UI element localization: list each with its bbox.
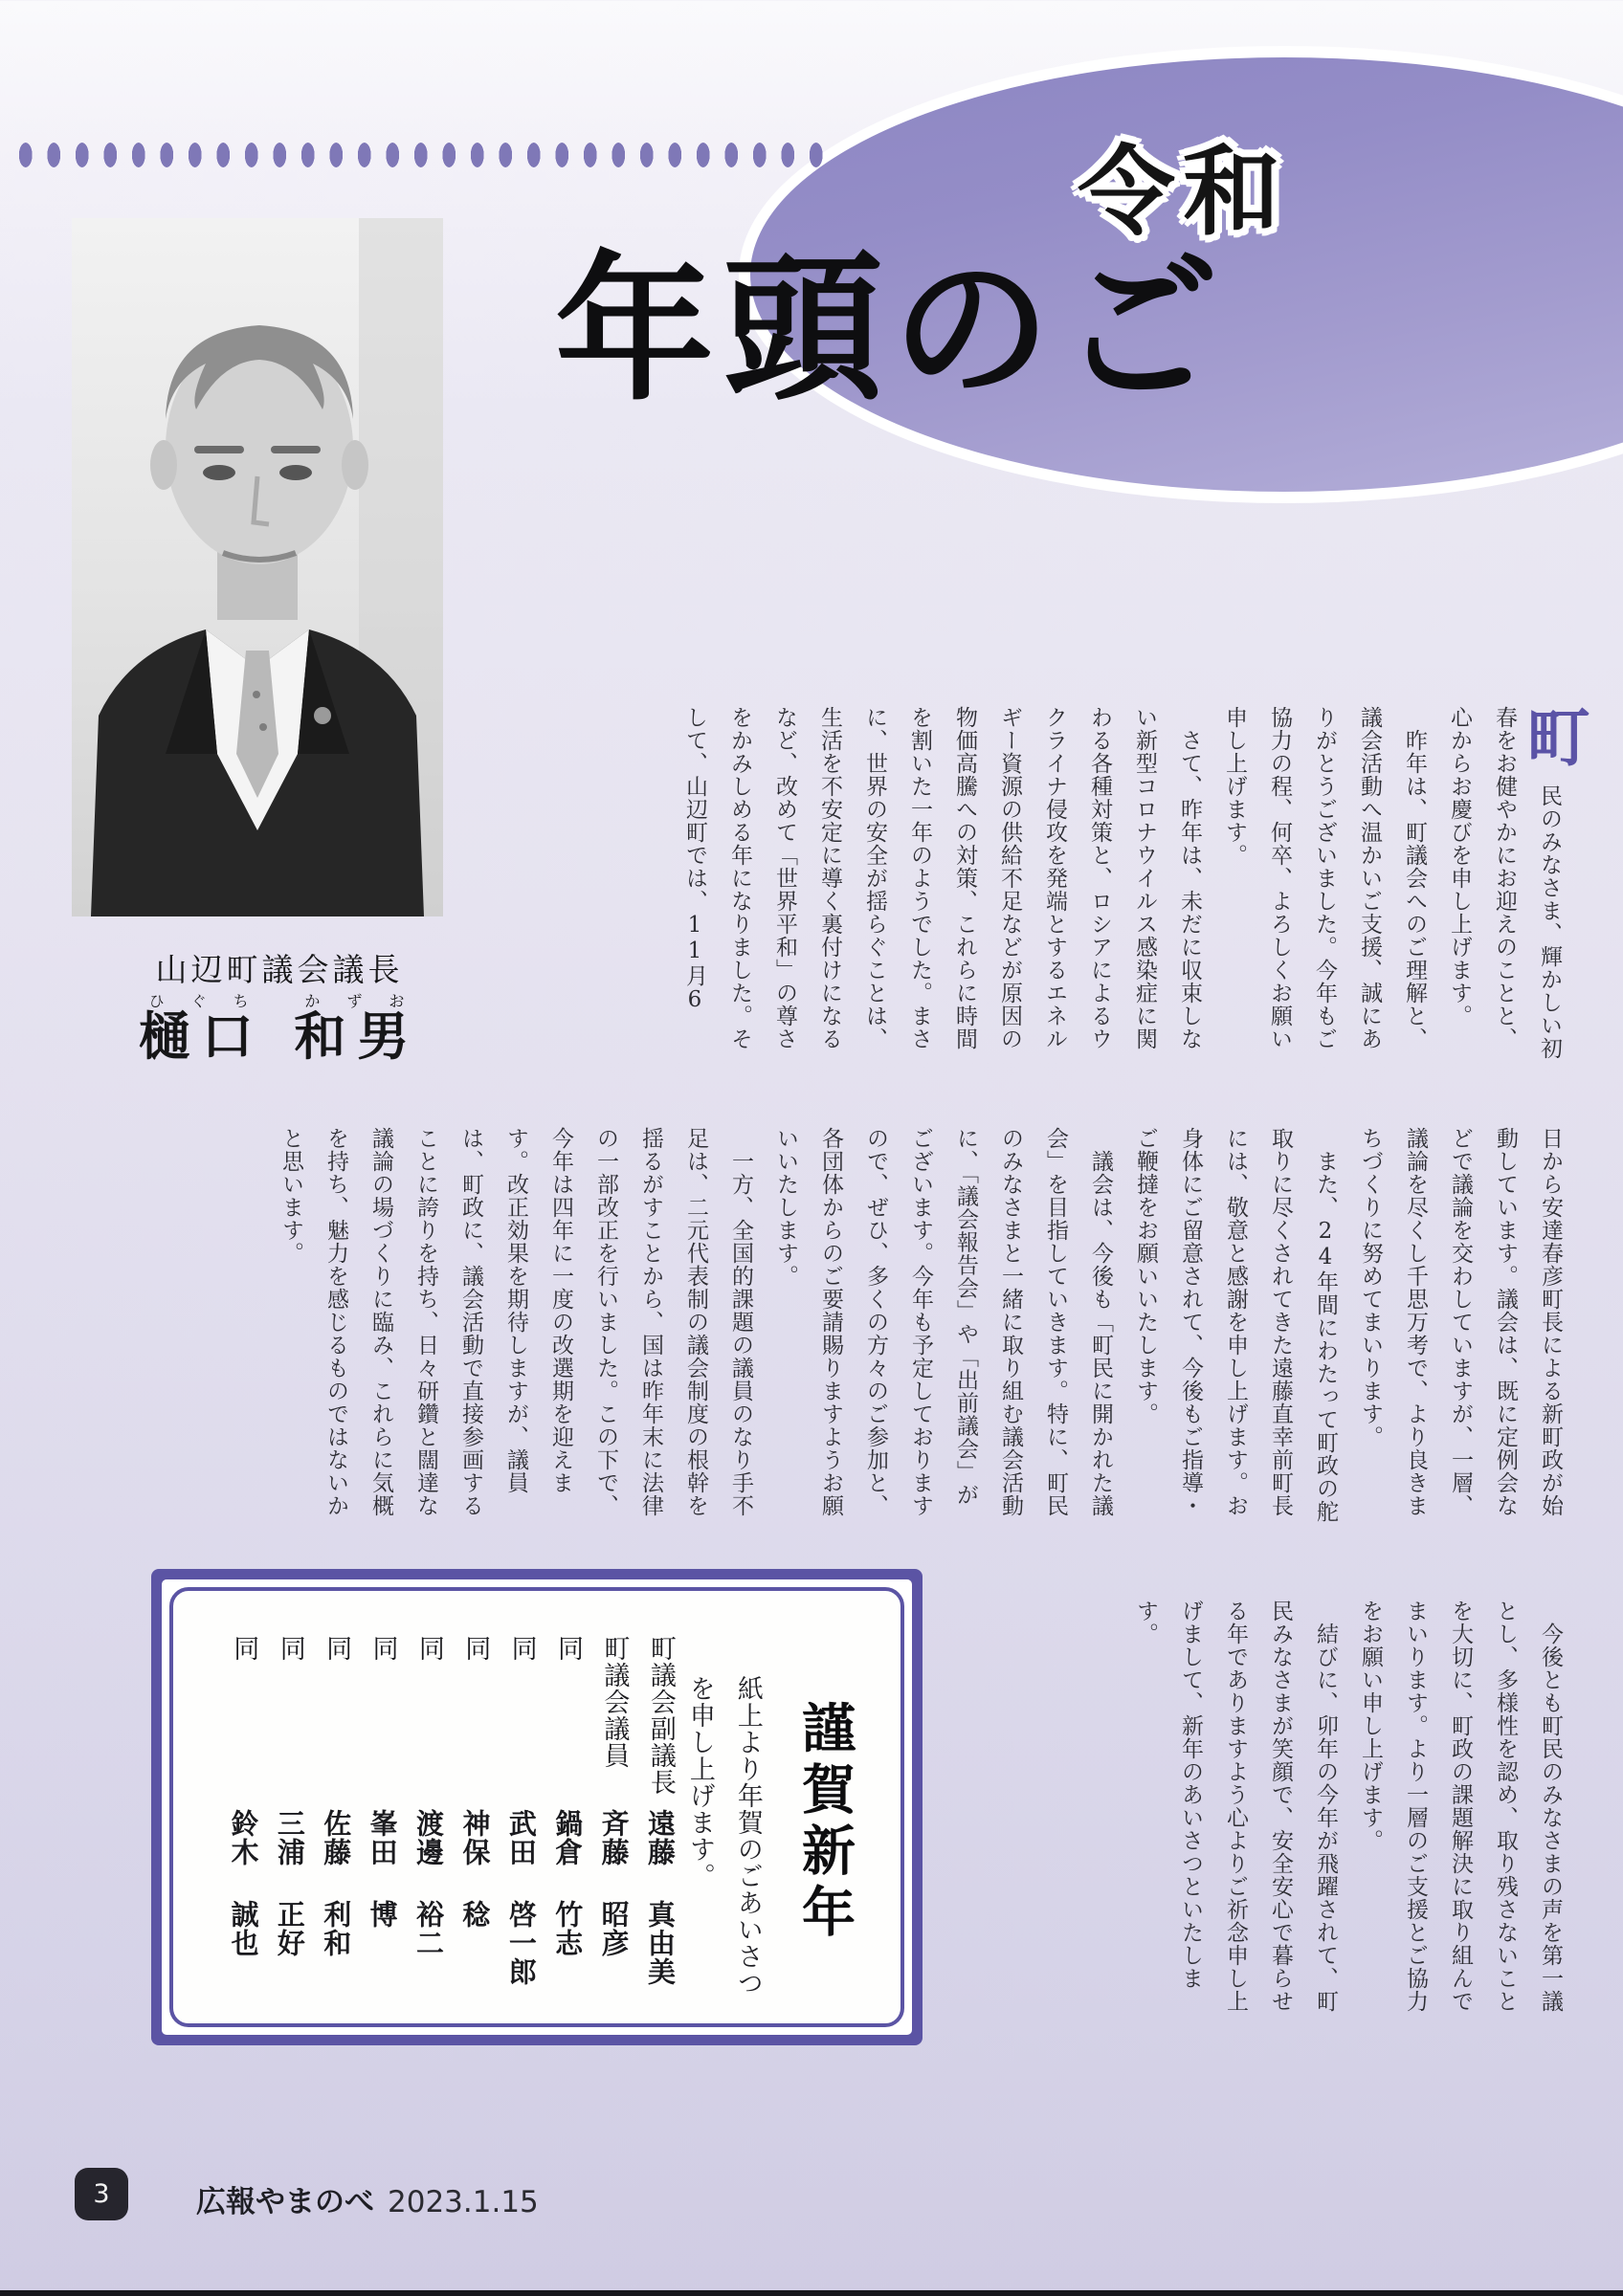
- roster-role: 同: [367, 1635, 398, 1662]
- roster-entry: [552, 1618, 583, 2014]
- page-title: 年頭のご: [555, 236, 1229, 423]
- roster-name: 遠藤 真由美: [644, 1809, 678, 1986]
- paragraph: さて、昨年は、未だに収束しない新型コロナウイルス感染症に関わる各種対策と、ロシアによるウクライナ侵攻を発端とするエネルギー資源の供給不足などが原因の物価高騰への対策、これらに時間を割いた一年のようでした。まさに、世界の安全が揺らぐことは、生活を不安定に導く裏付けになるなど、改めて「世界平和」の尊さをかみしめる年になりました。そして、山辺町では、11月6: [682, 706, 1202, 1050]
- footer-text: [196, 2177, 539, 2220]
- new-year-box-content: [169, 1587, 904, 2027]
- paragraph: 昨年は、町議会へのご理解と、議会活動へ温かいご支援、誠にありがとうございました。今年もご協力の程、何卒、よろしくお願い申し上げます。: [1222, 706, 1427, 1050]
- greeting-block-middle: [91, 1127, 1572, 1529]
- roster-name: 斉藤 昭彦: [597, 1809, 631, 1957]
- roster-role: 同: [506, 1635, 537, 1662]
- portrait-illustration: [72, 218, 443, 916]
- roster-name: 鈴木 誠也: [227, 1809, 260, 1957]
- chairman-caption: [88, 945, 471, 1070]
- era-label: 令和: [1078, 136, 1288, 250]
- page-number-badge: 3: [75, 2168, 128, 2220]
- paragraph: 今後とも町民のみなさまの声を第一議とし、多様性を認め、取り残さないことを大切に、町政の課題解決に取り組んでまいります。より一層のご支援とご協力をお願い申し上げます。: [1358, 1600, 1563, 2013]
- page-bottom-edge: [0, 2290, 1623, 2296]
- paragraph: 日から安達春彦町長による新町政が始動しています。議会は、既に定例会などで議論を交わしていますが、一層、議論を尽くし千思万考で、より良きまちづくりに努めてまいります。: [1358, 1127, 1563, 1517]
- roster-name: 神保 稔: [458, 1809, 492, 1929]
- issue-date: 2023.1.15: [388, 2185, 539, 2219]
- roster-entry: [459, 1618, 490, 2014]
- paragraph: 一方、全国的課題の議員のなり手不足は、二元代表制の議会制度の根幹を揺るがすことから、国は昨年末に法律の一部改正を行いました。この下で、今年は四年に一度の改選期を迎えます。改正効果を期待しますが、議員は、町政に、議会活動で直接参画することに誇りを持ち、日々研鑽と闊達な議論の場づくりに臨み、これらに気概を持ち、魅力を感じるものではないかと思います。: [278, 1127, 753, 1517]
- new-year-box: [151, 1569, 923, 2045]
- new-year-title: 謹賀新年: [793, 1700, 856, 1945]
- roster-name: 佐藤 利和: [320, 1809, 353, 1957]
- roster-role: 同: [275, 1635, 305, 1662]
- roster-name: 武田 啓一郎: [504, 1809, 538, 1986]
- greeting-block-closing: [1034, 1600, 1572, 2020]
- roster-entry: [598, 1618, 629, 2014]
- roster-name: 峯田 博: [366, 1809, 399, 1929]
- roster-role: 町議会議員: [599, 1635, 630, 1769]
- roster-role: 同: [413, 1635, 444, 1662]
- chairman-surname: 樋口ひぐち: [138, 992, 265, 1067]
- roster-role: 同: [553, 1635, 584, 1662]
- new-year-salutation: 紙上より年賀のごあいさつを申し上げます。: [684, 1675, 763, 1997]
- drop-cap: 町: [1516, 704, 1590, 768]
- new-year-box-frame: [162, 1579, 912, 2035]
- paragraph: また、24年間にわたって町政の舵取りに尽くされてきた遠藤直幸前町長には、敬意と感謝を申し上げます。お身体にご留意されて、今後もご指導・ご鞭撻をお願いいたします。: [1133, 1127, 1338, 1523]
- roster-role: 同: [322, 1635, 352, 1662]
- roster-entry: [505, 1618, 536, 2014]
- roster-role: 同: [460, 1635, 491, 1662]
- paragraph: 議会は、今後も「町民に開かれた議会」を目指していきます。特に、町民のみなさまと一緒に取り組む議会活動に、「議会報告会」や「出前議会」がございます。今年も予定しておりますので、ぜひ、多くの方々のご参加と、各団体からのご要請賜りますようお願いいたします。: [773, 1127, 1113, 1517]
- chairman-name: [88, 992, 471, 1070]
- roster-name: 渡邊 裕二: [412, 1809, 446, 1957]
- greeting-block-upper: [660, 704, 1590, 1071]
- roster-name: 鍋倉 竹志: [551, 1809, 585, 1957]
- paragraph: 民のみなさま、輝かしい初春をお健やかにお迎えのことと、心からお慶びを申し上げます。: [1447, 706, 1562, 1060]
- publication-name: 広報やまのべ: [196, 2185, 374, 2219]
- chairman-title: 山辺町議会議長: [155, 951, 404, 988]
- roster-role: 町議会副議長: [645, 1635, 676, 1796]
- dotted-border: [11, 140, 836, 170]
- roster-entry: [228, 1618, 258, 2014]
- roster-entry: [321, 1618, 351, 2014]
- roster-role: 同: [229, 1635, 259, 1662]
- roster-entry: [644, 1618, 678, 2014]
- paragraph: 結びに、卯年の今年が飛躍されて、町民みなさまが笑顔で、安全安心で暮らせる年でありますよう心よりご祈念申し上げまして、新年のあいさつといたします。: [1133, 1600, 1338, 2013]
- roster-name: 三浦 正好: [273, 1809, 306, 1957]
- chairman-photo: [72, 218, 443, 916]
- roster-entry: [274, 1618, 304, 2014]
- roster-entry: [367, 1618, 397, 2014]
- chairman-givenname: 和男かずお: [294, 992, 421, 1067]
- roster-entry: [412, 1618, 446, 2014]
